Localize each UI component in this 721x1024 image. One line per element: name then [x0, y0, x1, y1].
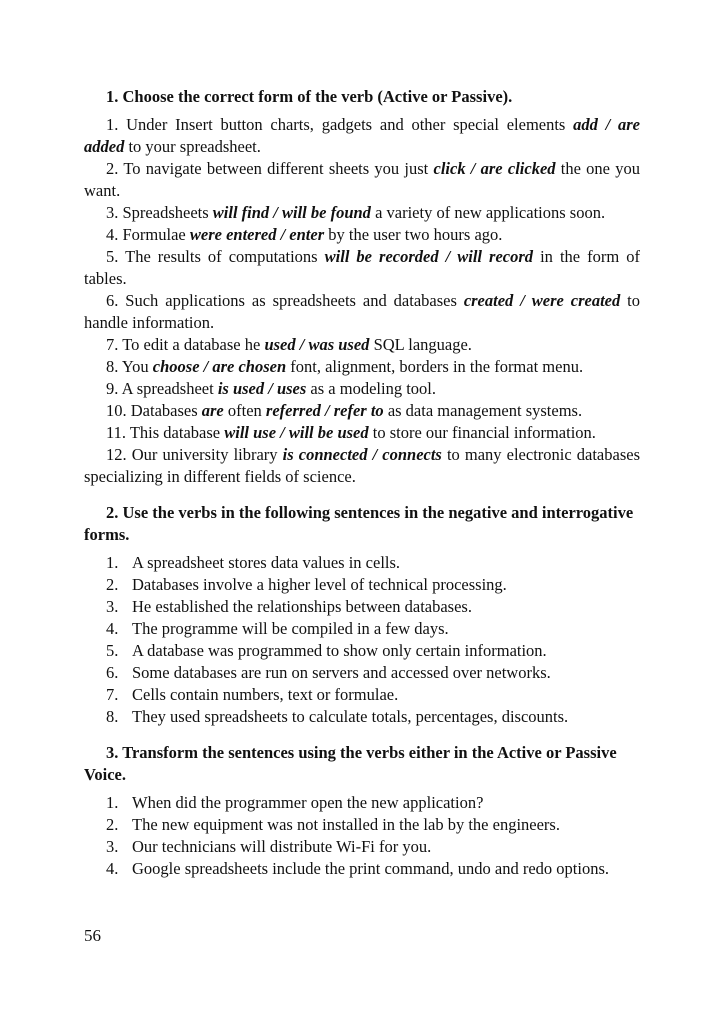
list-item: 5. A database was programmed to show only certain information. [106, 641, 547, 660]
list-item: 6. Some databases are run on servers and accessed over networks. [106, 663, 551, 682]
exercise-item: 11. This database will use / will be used to store our financial information. [106, 423, 596, 442]
exercise-item: 6. Such applications as spreadsheets and databases created / were created to handle information. [84, 291, 641, 332]
list-item: 4. The programme will be compiled in a few days. [106, 619, 449, 638]
exercise-item: 3. Spreadsheets will find / will be found a variety of new applications soon. [106, 203, 606, 222]
exercise-item: 10. Databases are often referred / refer to as data management systems. [106, 401, 583, 420]
list-item: 3. Our technicians will distribute Wi-Fi for you. [106, 837, 432, 856]
list-item: 1. When did the programmer open the new application? [106, 793, 484, 812]
page-number: 56 [84, 926, 101, 945]
exercise-item: 5. The results of computations will be recorded / will record in the form of tables. [84, 247, 640, 288]
list-item: 7. Cells contain numbers, text or formulae. [106, 685, 399, 704]
exercise-item: 9. A spreadsheet is used / uses as a modeling tool. [106, 379, 436, 398]
exercise-item: 7. To edit a database he used / was used SQL language. [106, 335, 472, 354]
section-2-heading: 2. Use the verbs in the following sentences in the negative and interrogative forms. [84, 503, 634, 544]
exercise-item: 2. To navigate between different sheets you just click / are clicked the one you want. [84, 159, 640, 200]
list-item: 4. Google spreadsheets include the print command, undo and redo options. [106, 859, 610, 878]
exercise-item: 8. You choose / are chosen font, alignment, borders in the format menu. [106, 357, 584, 376]
section-2-list [84, 552, 640, 728]
list-item: 1. A spreadsheet stores data values in cells. [106, 553, 401, 572]
section-1-heading: 1. Choose the correct form of the verb (Active or Passive). [106, 87, 513, 106]
list-item: 3. He established the relationships between databases. [106, 597, 472, 616]
section-3-list [84, 792, 640, 880]
section-1-exercises [84, 114, 640, 488]
list-item: 2. The new equipment was not installed in the lab by the engineers. [106, 815, 560, 834]
exercise-item: 1. Under Insert button charts, gadgets and other special elements add / are added to your spreadsheet. [84, 115, 640, 156]
list-item: 8. They used spreadsheets to calculate totals, percentages, discounts. [106, 707, 569, 726]
exercise-item: 12. Our university library is connected / connects to many electronic databases specializing in different fields of science. [84, 445, 640, 486]
list-item: 2. Databases involve a higher level of technical processing. [106, 575, 507, 594]
page-content [84, 86, 640, 880]
exercise-item: 4. Formulae were entered / enter by the user two hours ago. [106, 225, 503, 244]
section-3-heading: 3. Transform the sentences using the verbs either in the Active or Passive Voice. [84, 743, 617, 784]
